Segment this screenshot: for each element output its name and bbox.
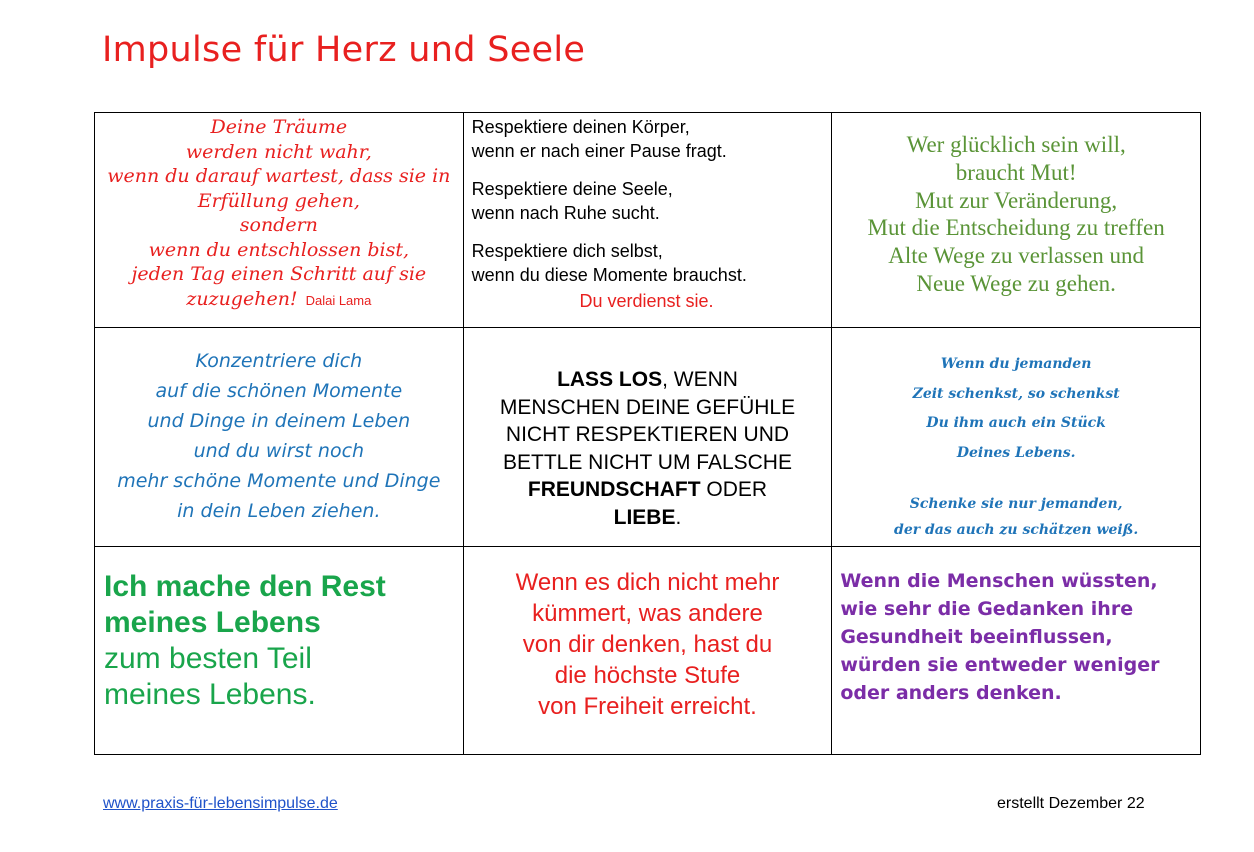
quote-line: Neue Wege zu gehen. <box>916 270 1116 296</box>
page-title: Impulse für Herz und Seele <box>102 30 586 70</box>
quote-line: kümmert, was andere <box>532 600 763 627</box>
quote-line: die höchste Stufe <box>554 662 741 689</box>
quote-line: von Freiheit erreicht. <box>538 693 757 720</box>
website-link[interactable]: www.praxis-für-lebensimpulse.de <box>103 795 338 812</box>
quote-line: Respektiere deine Seele, <box>471 179 673 199</box>
quote-line: und Dinge in deinem Leben <box>147 410 411 432</box>
quote-line: Mut zur Veränderung, <box>915 187 1118 213</box>
quote-line: oder anders denken. <box>840 682 1062 704</box>
quote-card-thoughts <box>832 547 1201 755</box>
quote-card-freedom <box>463 547 832 755</box>
quote-line: auf die schönen Momente <box>155 380 403 402</box>
quote-text: . <box>675 505 682 529</box>
quote-line: werden nicht wahr, <box>185 140 372 163</box>
quote-line: Ich mache den Rest <box>104 570 386 603</box>
quote-line: Schenke sie nur jemanden, <box>909 496 1123 512</box>
respect-soul <box>472 177 832 225</box>
quote-bold: LIEBE <box>613 505 676 529</box>
quote-line: wenn du darauf wartest, dass sie in <box>107 165 451 187</box>
quote-line: meines Lebens. <box>104 678 316 711</box>
quote-line: Mut die Entscheidung zu treffen <box>867 215 1165 241</box>
quote-line: Respektiere dich selbst, <box>471 241 663 261</box>
quote-line: Wenn du jemanden <box>940 356 1092 372</box>
quote-line: würden sie entweder weniger <box>840 654 1160 676</box>
quote-line <box>464 504 832 532</box>
quote-line: Respektiere deinen Körper, <box>471 117 690 137</box>
quote-line: der das auch zu schätzen weiß. <box>894 522 1139 538</box>
quote-line: Konzentriere dich <box>195 350 363 372</box>
quote-line: MENSCHEN DEINE GEFÜHLE <box>499 395 796 419</box>
quote-line: und du wirst noch <box>193 440 365 462</box>
spacer <box>832 468 1200 491</box>
quote-line: Wer glücklich sein will, <box>906 132 1126 157</box>
quote-line: Wenn die Menschen wüssten, <box>840 570 1158 592</box>
quote-line: Gesundheit beeinflussen, <box>840 626 1113 648</box>
quote-line: Alte Wege zu verlassen und <box>888 243 1145 269</box>
quote-card-respect <box>463 113 832 328</box>
quote-line: NICHT RESPEKTIEREN UND <box>505 423 790 446</box>
quote-text: ODER <box>700 478 768 501</box>
quote-line: Deines Lebens. <box>956 444 1076 461</box>
quote-line: wenn du entschlossen bist, <box>148 238 410 261</box>
quote-line: Erfüllung gehen, <box>197 189 360 212</box>
quote-line: von dir denken, hast du <box>522 631 773 658</box>
quote-line <box>464 476 832 504</box>
quote-line: braucht Mut! <box>955 159 1077 185</box>
quote-line: zuzugehen! <box>186 287 298 310</box>
quote-line: mehr schöne Momente und Dinge <box>117 470 441 492</box>
created-date: erstellt Dezember 22 <box>997 795 1145 812</box>
quote-text: , WENN <box>662 368 738 391</box>
quote-line: Deine Träume <box>210 116 348 138</box>
quote-line: in dein Leben ziehen. <box>177 500 381 522</box>
quote-card-let-go <box>463 328 832 547</box>
respect-emphasis: Du verdienst sie. <box>579 291 714 311</box>
quote-line: zum besten Teil <box>104 642 312 675</box>
quote-line: wie sehr die Gedanken ihre <box>840 598 1134 620</box>
quote-card-time <box>832 328 1201 547</box>
quote-bold: LASS LOS <box>557 368 663 391</box>
quote-line: wenn nach Ruhe sucht. <box>471 203 660 223</box>
respect-body <box>472 115 832 163</box>
quote-line: Wenn es dich nicht mehr <box>515 569 780 596</box>
quote-card-courage <box>832 113 1201 328</box>
quote-card-dreams <box>95 113 464 328</box>
quote-grid <box>94 112 1201 755</box>
quote-line: meines Lebens <box>104 606 321 639</box>
quote-line <box>464 366 832 394</box>
quote-line: sondern <box>239 214 318 236</box>
quote-card-rest-of-life <box>95 547 464 755</box>
respect-self <box>472 239 832 287</box>
quote-line: wenn er nach einer Pause fragt. <box>471 141 727 161</box>
quote-line: BETTLE NICHT UM FALSCHE <box>502 450 792 474</box>
quote-line: jeden Tag einen Schritt auf sie <box>131 263 427 285</box>
quote-line: Du ihm auch ein Stück <box>926 415 1106 431</box>
quote-line: wenn du diese Momente brauchst. <box>471 265 747 285</box>
quote-line-last <box>95 287 463 314</box>
quote-bold: FREUNDSCHAFT <box>527 478 701 501</box>
quote-line: Zeit schenkst, so schenkst <box>912 385 1120 402</box>
quote-author: Dalai Lama <box>305 292 372 308</box>
quote-card-focus <box>95 328 464 547</box>
